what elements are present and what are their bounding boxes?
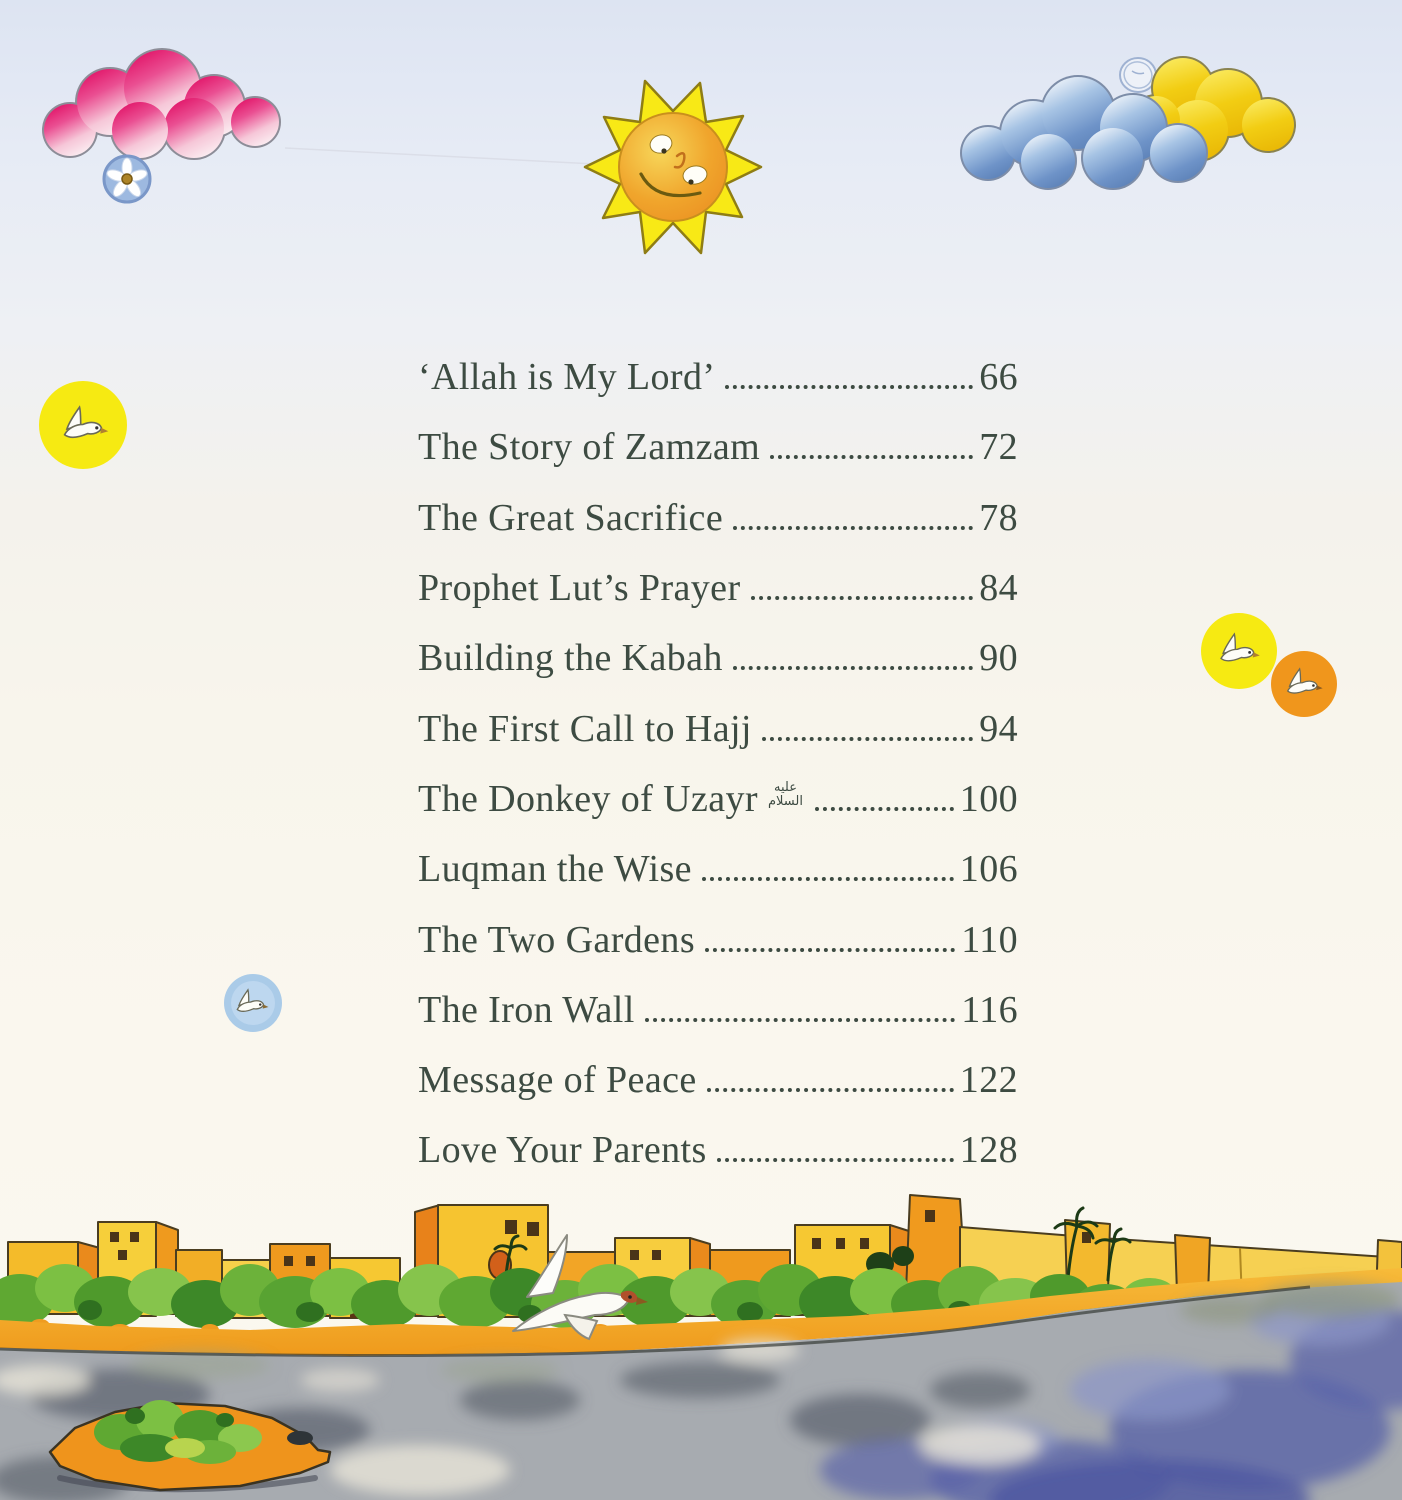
- dot-leader: [733, 666, 973, 670]
- dot-leader: [762, 737, 973, 741]
- dot-leader: [725, 385, 973, 389]
- toc-entry: [418, 1045, 1018, 1115]
- yellow-dove-badge-icon: [36, 378, 130, 472]
- toc-entry-title: Message of Peace: [418, 1059, 697, 1102]
- dot-leader: [815, 807, 954, 811]
- toc-entry-page: 78: [979, 496, 1018, 539]
- blue-yellow-clouds-illustration: [928, 33, 1303, 203]
- toc-entry: [418, 904, 1018, 974]
- toc-entry-title: The First Call to Hajj: [418, 707, 752, 750]
- toc-entry: [418, 623, 1018, 693]
- toc-entry-page: 66: [979, 356, 1018, 399]
- toc-entry-title: Building the Kabah: [418, 637, 723, 680]
- toc-entry: [418, 764, 1018, 834]
- toc-entry: [418, 693, 1018, 763]
- toc-entry-title: The Donkey of Uzayr: [418, 777, 758, 820]
- flower-badge-icon: [101, 153, 153, 205]
- toc-entry-page: 122: [959, 1059, 1018, 1102]
- dot-leader: [733, 526, 973, 530]
- dot-leader: [702, 877, 954, 881]
- toc-entry-title: The Great Sacrifice: [418, 496, 724, 539]
- toc-entry-page: 90: [979, 637, 1018, 680]
- moon-doodle-icon: [1120, 58, 1156, 92]
- toc-entry-title: The Two Gardens: [418, 918, 696, 961]
- pink-cloud-illustration: [22, 30, 302, 170]
- toc-entry: [418, 975, 1018, 1045]
- toc-entry: [418, 342, 1018, 412]
- toc-entry-title: Luqman the Wise: [418, 848, 692, 891]
- blue-dove-badge-icon: [220, 970, 286, 1036]
- toc-entry: [418, 483, 1018, 553]
- dot-leader: [705, 948, 955, 952]
- toc-entry-page: 72: [979, 426, 1018, 469]
- dot-leader: [707, 1088, 954, 1092]
- toc-entry-title: Love Your Parents: [418, 1129, 707, 1172]
- toc-entry-title: The Story of Zamzam: [418, 426, 761, 469]
- toc-entry-page: 84: [979, 567, 1018, 610]
- scan-crease-line: [280, 140, 600, 170]
- toc-entry-page: 100: [959, 777, 1018, 820]
- toc-entry: [418, 1115, 1018, 1185]
- toc-list: [418, 342, 1018, 1186]
- toc-entry: [418, 834, 1018, 904]
- smiling-sun-illustration: [578, 72, 768, 262]
- honorific-calligraphy: عليه السلام: [767, 780, 803, 809]
- toc-entry-page: 128: [959, 1129, 1018, 1172]
- toc-entry: [418, 553, 1018, 623]
- toc-entry-title: The Iron Wall: [418, 988, 635, 1031]
- toc-entry-page: 106: [959, 848, 1018, 891]
- toc-entry-page: 116: [961, 988, 1018, 1031]
- dot-leader: [751, 596, 974, 600]
- toc-entry-title: ‘Allah is My Lord’: [418, 356, 716, 399]
- dot-leader: [645, 1018, 955, 1022]
- toc-entry-page: 94: [979, 707, 1018, 750]
- dot-leader: [770, 455, 973, 459]
- toc-entry-title: Prophet Lut’s Prayer: [418, 567, 741, 610]
- toc-entry: [418, 412, 1018, 482]
- dot-leader: [717, 1158, 954, 1162]
- riverside-landscape-illustration: [0, 1180, 1402, 1500]
- toc-entry-page: 110: [961, 918, 1018, 961]
- orange-dove-badge-icon: [1268, 648, 1340, 720]
